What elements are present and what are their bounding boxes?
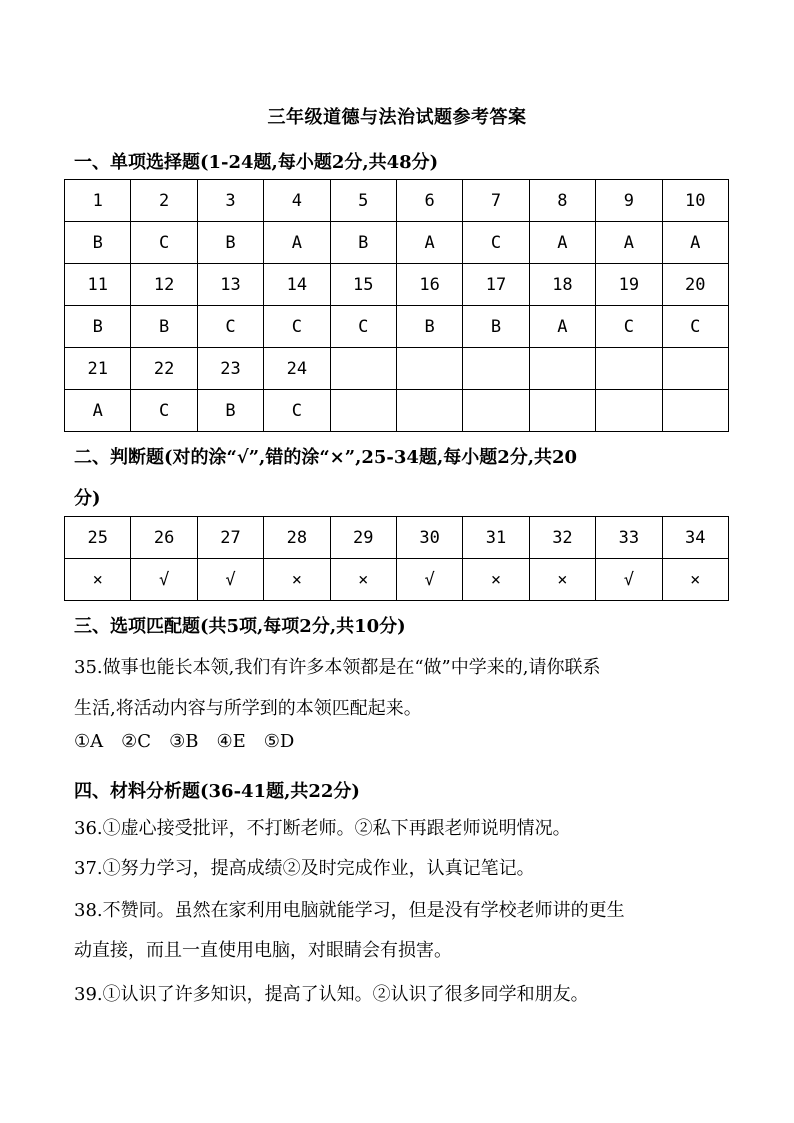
choice-table-cell: C (662, 306, 728, 348)
choice-table-cell: 13 (197, 264, 263, 306)
judgement-table-cell: 28 (264, 517, 330, 559)
q35-option: ⑤D (263, 731, 295, 752)
choice-table-cell: 7 (463, 180, 529, 222)
judgement-table-cell: 25 (65, 517, 131, 559)
judgement-table-cell: 29 (330, 517, 396, 559)
q35-option: ③B (169, 731, 199, 752)
judgement-table-cell: × (264, 559, 330, 601)
choice-table-cell: 16 (396, 264, 462, 306)
q38-text-line2: 动直接，而且一直使用电脑，对眼睛会有损害。 (74, 940, 452, 961)
choice-table-cell: 9 (596, 180, 662, 222)
choice-table-cell: A (264, 222, 330, 264)
choice-table-cell: C (197, 306, 263, 348)
choice-table-row (65, 264, 729, 306)
choice-table-cell: 15 (330, 264, 396, 306)
judgement-table-cell: × (330, 559, 396, 601)
choice-table-cell (662, 348, 728, 390)
judgement-table-cell: × (662, 559, 728, 601)
q39-text: 39.①认识了许多知识，提高了认知。②认识了很多同学和朋友。 (74, 984, 589, 1005)
choice-table-cell: 1 (65, 180, 131, 222)
choice-table-row (65, 306, 729, 348)
choice-table-cell (596, 348, 662, 390)
choice-table-cell (330, 348, 396, 390)
choice-table-cell: 22 (131, 348, 197, 390)
judgement-table-cell: √ (131, 559, 197, 601)
choice-table-cell: C (264, 306, 330, 348)
section1-heading: 一、单项选择题(1-24题,每小题2分,共48分) (74, 152, 439, 173)
choice-table-cell: C (463, 222, 529, 264)
document-title: 三年级道德与法治试题参考答案 (267, 107, 527, 128)
judgement-table-cell: 26 (131, 517, 197, 559)
judgement-table-cell: 30 (396, 517, 462, 559)
choice-table-cell (463, 390, 529, 432)
choice-table-cell: 18 (529, 264, 595, 306)
choice-table-cell: C (330, 306, 396, 348)
judgement-table-cell: √ (197, 559, 263, 601)
section2-heading: 二、判断题(对的涂“√”,错的涂“×”,25-34题,每小题2分,共20 (74, 447, 578, 468)
choice-table-cell: 4 (264, 180, 330, 222)
q36-text: 36.①虚心接受批评，不打断老师。②私下再跟老师说明情况。 (74, 818, 571, 839)
choice-table-cell: C (264, 390, 330, 432)
choice-table-cell (330, 390, 396, 432)
choice-table-cell: C (131, 390, 197, 432)
choice-table-cell: 12 (131, 264, 197, 306)
judgement-table-cell: 32 (529, 517, 595, 559)
judgement-table-row (65, 559, 729, 601)
choice-table-cell: B (131, 306, 197, 348)
choice-table-cell: B (65, 306, 131, 348)
choice-table-cell: 21 (65, 348, 131, 390)
choice-table-row (65, 180, 729, 222)
section4-heading: 四、材料分析题(36-41题,共22分) (74, 781, 360, 802)
choice-table-cell: 10 (662, 180, 728, 222)
judgement-table-row (65, 517, 729, 559)
choice-table-cell: 23 (197, 348, 263, 390)
choice-table-cell: A (529, 306, 595, 348)
choice-table-cell (396, 348, 462, 390)
choice-table-cell (463, 348, 529, 390)
choice-table-row (65, 390, 729, 432)
choice-table-cell: A (65, 390, 131, 432)
section2-heading-cont: 分) (74, 488, 101, 509)
q35-text-line2: 生活,将活动内容与所学到的本领匹配起来。 (74, 698, 422, 719)
choice-table-cell: 6 (396, 180, 462, 222)
section3-heading: 三、选项匹配题(共5项,每项2分,共10分) (74, 616, 406, 637)
choice-table-cell: 2 (131, 180, 197, 222)
q35-option: ①A (74, 731, 104, 752)
choice-table-cell: A (596, 222, 662, 264)
choice-table-cell (596, 390, 662, 432)
choice-table-row (65, 348, 729, 390)
choice-table-cell: A (396, 222, 462, 264)
judgement-table-cell: 27 (197, 517, 263, 559)
choice-table-cell: 11 (65, 264, 131, 306)
choice-table-cell (396, 390, 462, 432)
q35-text-line1: 35.做事也能长本领,我们有许多本领都是在“做”中学来的,请你联系 (74, 657, 601, 678)
choice-table-cell: 17 (463, 264, 529, 306)
choice-table-row (65, 222, 729, 264)
choice-table-cell (662, 390, 728, 432)
choice-table-cell: 3 (197, 180, 263, 222)
choice-table-cell: 14 (264, 264, 330, 306)
choice-table-cell: B (197, 390, 263, 432)
choice-table-cell: C (131, 222, 197, 264)
choice-table-cell: 19 (596, 264, 662, 306)
choice-table-cell: 5 (330, 180, 396, 222)
judgement-table-cell: √ (396, 559, 462, 601)
judgement-table-cell: 31 (463, 517, 529, 559)
choice-table-cell: A (529, 222, 595, 264)
choice-table-cell: 8 (529, 180, 595, 222)
choice-table-cell: B (463, 306, 529, 348)
choice-table-cell (529, 348, 595, 390)
judgement-table-cell: √ (596, 559, 662, 601)
choice-table-cell: B (396, 306, 462, 348)
judgement-table-cell: × (529, 559, 595, 601)
q35-option: ②C (121, 731, 152, 752)
q35-options (74, 731, 312, 752)
judgement-table-cell: 33 (596, 517, 662, 559)
choice-table-cell: B (330, 222, 396, 264)
choice-table-cell: C (596, 306, 662, 348)
q35-option: ④E (216, 731, 246, 752)
choice-table-cell: A (662, 222, 728, 264)
choice-answer-table (64, 179, 729, 432)
judgement-table-cell: × (65, 559, 131, 601)
q37-text: 37.①努力学习，提高成绩②及时完成作业，认真记笔记。 (74, 858, 535, 879)
choice-table-cell: B (65, 222, 131, 264)
choice-table-cell: B (197, 222, 263, 264)
choice-table-cell: 24 (264, 348, 330, 390)
choice-table-cell (529, 390, 595, 432)
choice-table-cell: 20 (662, 264, 728, 306)
judgement-table-cell: × (463, 559, 529, 601)
judgement-table-cell: 34 (662, 517, 728, 559)
q38-text-line1: 38.不赞同。虽然在家利用电脑就能学习，但是没有学校老师讲的更生 (74, 900, 625, 921)
judgement-answer-table (64, 516, 729, 601)
